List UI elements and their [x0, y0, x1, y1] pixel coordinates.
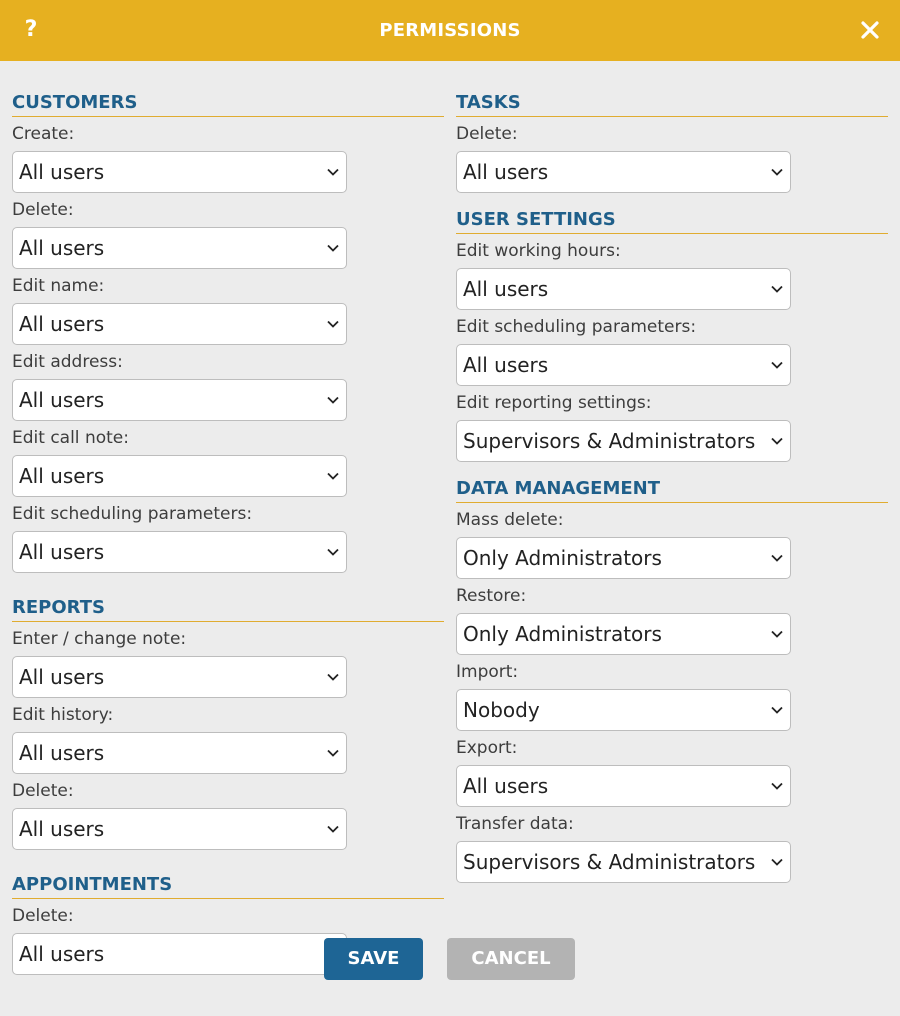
data-restore-select[interactable]: Only Administrators [456, 613, 791, 655]
section-title-reports: REPORTS [12, 593, 444, 622]
data-mass-delete-select[interactable]: Only Administrators [456, 537, 791, 579]
customers-edit-sched-select[interactable]: All users [12, 531, 347, 573]
tasks-delete-label: Delete: [456, 124, 518, 144]
save-button[interactable]: SAVE [324, 938, 423, 980]
customers-create-select[interactable]: All users [12, 151, 347, 193]
customers-edit-address-select[interactable]: All users [12, 379, 347, 421]
user-settings-hours-label: Edit working hours: [456, 241, 621, 261]
user-settings-reporting-label: Edit reporting settings: [456, 393, 652, 413]
section-title-tasks: TASKS [456, 88, 888, 117]
tasks-delete-select[interactable]: All users [456, 151, 791, 193]
user-settings-hours-select[interactable]: All users [456, 268, 791, 310]
appointments-delete-label: Delete: [12, 906, 74, 926]
customers-edit-address-label: Edit address: [12, 352, 123, 372]
data-restore-label: Restore: [456, 586, 527, 606]
dialog-header [0, 0, 900, 61]
reports-delete-label: Delete: [12, 781, 74, 801]
customers-create-label: Create: [12, 124, 75, 144]
user-settings-reporting-select[interactable]: Supervisors & Administrators [456, 420, 791, 462]
customers-delete-select[interactable]: All users [12, 227, 347, 269]
reports-note-label: Enter / change note: [12, 629, 187, 649]
data-transfer-select[interactable]: Supervisors & Administrators [456, 841, 791, 883]
close-icon[interactable] [860, 20, 880, 40]
data-import-select[interactable]: Nobody [456, 689, 791, 731]
reports-delete-select[interactable]: All users [12, 808, 347, 850]
data-import-label: Import: [456, 662, 519, 682]
customers-edit-call-note-select[interactable]: All users [12, 455, 347, 497]
section-title-customers: CUSTOMERS [12, 88, 444, 117]
section-title-appointments: APPOINTMENTS [12, 870, 444, 899]
user-settings-sched-select[interactable]: All users [456, 344, 791, 386]
section-title-data-management: DATA MANAGEMENT [456, 474, 888, 503]
data-transfer-label: Transfer data: [456, 814, 574, 834]
dialog-title: PERMISSIONS [379, 20, 521, 41]
reports-note-select[interactable]: All users [12, 656, 347, 698]
cancel-button[interactable]: CANCEL [447, 938, 575, 980]
customers-delete-label: Delete: [12, 200, 74, 220]
customers-edit-sched-label: Edit scheduling parameters: [12, 504, 253, 524]
appointments-delete-select[interactable]: All users [12, 933, 347, 975]
data-export-select[interactable]: All users [456, 765, 791, 807]
permissions-left-column [12, 88, 444, 975]
help-icon[interactable]: ? [24, 17, 38, 42]
dialog-actions [0, 938, 900, 980]
permissions-right-column [456, 88, 888, 883]
reports-history-select[interactable]: All users [12, 732, 347, 774]
user-settings-sched-label: Edit scheduling parameters: [456, 317, 697, 337]
data-mass-delete-label: Mass delete: [456, 510, 564, 530]
customers-edit-call-note-label: Edit call note: [12, 428, 129, 448]
data-export-label: Export: [456, 738, 518, 758]
customers-edit-name-select[interactable]: All users [12, 303, 347, 345]
reports-history-label: Edit history: [12, 705, 114, 725]
customers-edit-name-label: Edit name: [12, 276, 105, 296]
section-title-user-settings: USER SETTINGS [456, 205, 888, 234]
